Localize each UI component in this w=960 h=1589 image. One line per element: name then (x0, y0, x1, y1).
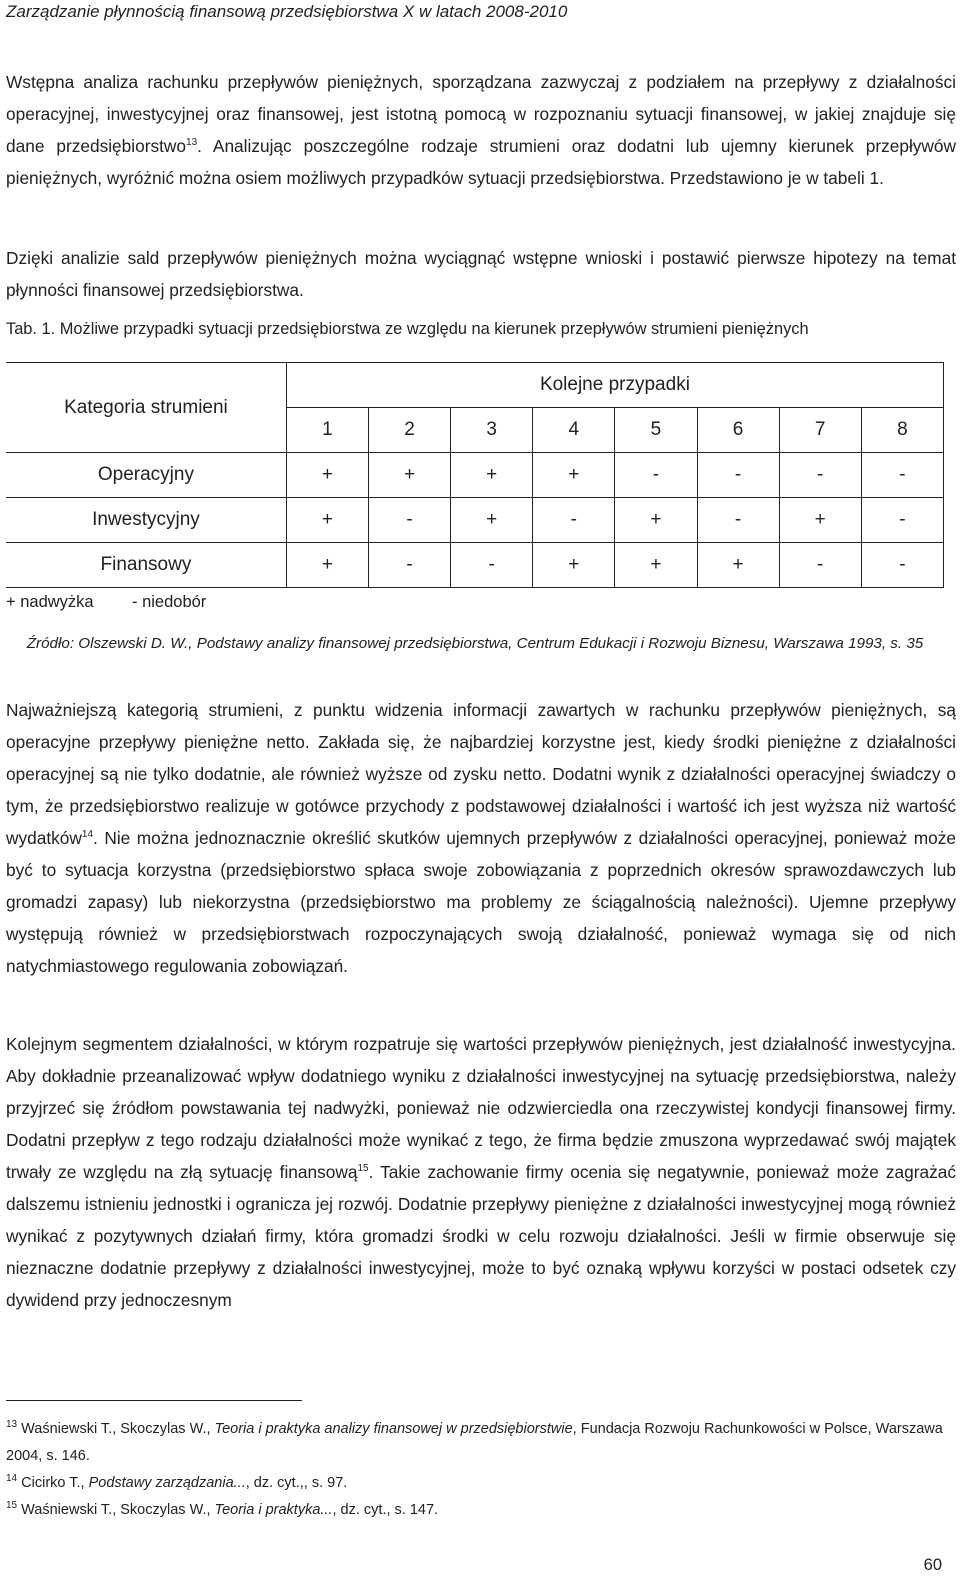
case-number: 8 (861, 408, 943, 453)
table-row (6, 543, 944, 588)
case-number: 2 (369, 408, 451, 453)
table-cell: - (861, 543, 943, 588)
table-cell: - (369, 498, 451, 543)
table-cell: + (451, 453, 533, 498)
table-cell: - (451, 543, 533, 588)
footnote-ref-13[interactable]: 13 (186, 137, 198, 149)
table-cell: - (861, 453, 943, 498)
table-cell: - (861, 498, 943, 543)
table-cell: + (533, 543, 615, 588)
legend-surplus: + nadwyżka (6, 593, 94, 611)
paragraph-analysis: Dzięki analizie sald przepływów pieniężnych można wyciągnąć wstępne wnioski i postawić pierwsze hipotezy na temat płynności finansowej przedsiębiorstwa. (6, 248, 956, 300)
table-source: Źródło: Olszewski D. W., Podstawy analizy finansowej przedsiębiorstwa, Centrum Edukacji i Rozwoju Biznesu, Warszawa 1993, s. 35 (26, 635, 924, 652)
table-caption: Tab. 1. Możliwe przypadki sytuacji przedsiębiorstwa ze względu na kierunek przepływów strumieni pieniężnych (6, 320, 809, 338)
footnote-divider (6, 1400, 302, 1401)
table-cell: - (779, 453, 861, 498)
case-number: 6 (697, 408, 779, 453)
table-cell: + (697, 543, 779, 588)
cases-group-header: Kolejne przypadki (286, 363, 943, 408)
legend-deficit: - niedobór (132, 593, 207, 611)
table-cell: + (615, 543, 697, 588)
table-cell: + (369, 453, 451, 498)
case-number: 4 (533, 408, 615, 453)
table-cell: - (697, 498, 779, 543)
row-label: Inwestycyjny (6, 498, 286, 543)
table-cell: - (697, 453, 779, 498)
table-cell: - (779, 543, 861, 588)
running-header: Zarządzanie płynnością finansową przedsiębiorstwa X w latach 2008-2010 (6, 2, 568, 21)
footnote-15: $^{15}$ Waśniewski T., Skoczylas W., Teoria i praktyka..., dz. cyt., s. 147. (6, 1500, 439, 1518)
row-label: Finansowy (6, 543, 286, 588)
page-number: 60 (923, 1556, 942, 1574)
footnote-ref-14[interactable]: 14 (81, 829, 94, 841)
footnotes (6, 1416, 951, 1524)
table-cell: + (615, 498, 697, 543)
cash-flow-cases-table (6, 362, 944, 588)
table-row (6, 498, 944, 543)
table-cell: + (533, 453, 615, 498)
table-cell: + (286, 453, 368, 498)
table-cell: + (451, 498, 533, 543)
paragraph-intro: Wstępna analiza rachunku przepływów pieniężnych, sporządzana zazwyczaj z podziałem na przepływy z działalności operacyjnej, inwestycyjnej oraz finansowej, jest istotną pomocą w rozpoznaniu sytuacji finansowej, w jakiej znajduje się dane przedsiębiorstwo$^{13}$. Analizując poszczególne rodzaje strumieni oraz dodatni lub ujemny kierunek przepływów pieniężnych, wyróżnić można osiem możliwych przypadków sytuacji przedsiębiorstwa. Przedstawiono je w tabeli 1. (6, 72, 956, 188)
table-cell: - (369, 543, 451, 588)
case-number: 5 (615, 408, 697, 453)
table-cell: - (615, 453, 697, 498)
footnote-14: $^{14}$ Cicirko T., Podstawy zarządzania..., dz. cyt.,, s. 97. (6, 1473, 348, 1491)
case-number: 7 (779, 408, 861, 453)
paragraph-operating: Najważniejszą kategorią strumieni, z punktu widzenia informacji zawartych w rachunku przepływów pieniężnych, są operacyjne przepływy pieniężne netto. Zakłada się, że najbardziej korzystne jest, kiedy środki pieniężne z działalności operacyjnej są nie tylko dodatnie, ale również wyższe od zysku netto. Dodatni wynik z działalności operacyjnej świadczy o tym, że przedsiębiorstwo realizuje w gotówce przychody z podstawowej działalności i wartość ich jest wyższa niż wartość wydatków$^{14}$. Nie można jednoznacznie określić skutków ujemnych przepływów z działalności operacyjnej, ponieważ może być to sytuacja korzystna (przedsiębiorstwo spłaca swoje zobowiązania z poprzednich okresów sprawozdawczych lub gromadzi zapasy) lub niekorzystna (przedsiębiorstwo ma problemy ze ściągalnością należności). Ujemne przepływy występują również w przedsiębiorstwach rozpoczynających swoją działalność, ponieważ wymaga się od nich natychmiastowego regulowania zobowiązań. (6, 700, 956, 976)
case-number: 3 (451, 408, 533, 453)
table-cell: + (286, 498, 368, 543)
table-cell: + (779, 498, 861, 543)
footnote-13: $^{13}$ Waśniewski T., Skoczylas W., Teoria i praktyka analizy finansowej w przedsiębiorstwie, Fundacja Rozwoju Rachunkowości w Polsce, Warszawa 2004, s. 146. (6, 1419, 943, 1464)
table-row (6, 453, 944, 498)
category-header: Kategoria strumieni (6, 363, 286, 453)
table-cell: - (533, 498, 615, 543)
table-cell: + (286, 543, 368, 588)
case-number: 1 (286, 408, 368, 453)
footnote-ref-15[interactable]: 15 (357, 1163, 369, 1175)
paragraph-investing: Kolejnym segmentem działalności, w którym rozpatruje się wartości przepływów pieniężnych, jest działalność inwestycyjna. Aby dokładnie przeanalizować wpływ dodatniego wyniku z działalności inwestycyjnej na sytuację przedsiębiorstwa, należy przyjrzeć się źródłom powstawania tej nadwyżki, ponieważ nie odzwierciedla ona rzeczywistej kondycji finansowej firmy. Dodatni przepływ z tego rodzaju działalności może wynikać z tego, że firma będzie zmuszona wyprzedawać swój majątek trwały ze względu na złą sytuację finansową$^{15}$. Takie zachowanie firmy ocenia się negatywnie, ponieważ może zagrażać dalszemu istnieniu jednostki i ogranicza jej rozwój. Dodatnie przepływy pieniężne z działalności inwestycyjnej mogą również wynikać z pozytywnych działań firmy, która gromadzi środki w celu rozwoju działalności. Jeśli w firmie obserwuje się nieznaczne dodatnie przepływy z działalności inwestycyjnej, może to być oznaką wpływu korzyści w postaci odsetek czy dywidend przy jednoczesnym (6, 1034, 956, 1310)
row-label: Operacyjny (6, 453, 286, 498)
